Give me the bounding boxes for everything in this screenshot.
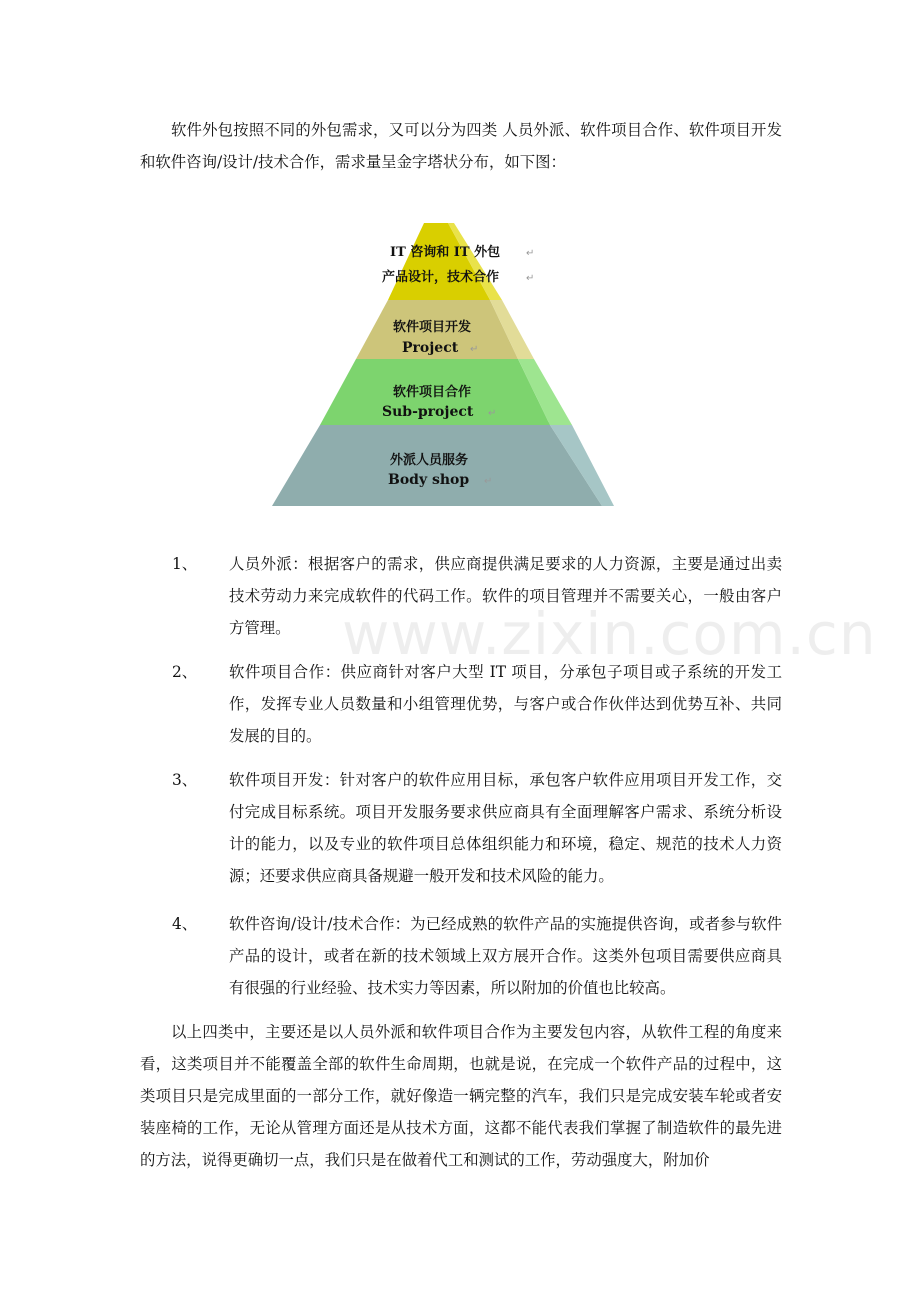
pyramid-diagram (272, 218, 617, 513)
list-text: 软件项目开发：针对客户的软件应用目标，承包客户软件应用项目开发工作，交付完成目标系统。项目开发服务要求供应商具有全面理解客户需求、系统分析设计的能力，以及专业的软件项目总体组织能力和环境，稳定、规范的技术人力资源；还要求供应商具备规避一般开发和技术风险的能力。 (229, 771, 782, 885)
list-number: 3、 (172, 771, 198, 789)
pyramid-top-line1: IT 咨询和 IT 外包 (390, 245, 501, 260)
para-mark-icon: ↵ (470, 344, 479, 355)
list-number: 1、 (172, 555, 198, 573)
pyramid-level2-line1: 软件项目开发 (393, 320, 472, 335)
pyramid-level2-line2: Project (402, 340, 459, 356)
para-mark-icon: ↵ (488, 408, 497, 419)
watermark: www.zixin.com.cn (342, 600, 877, 668)
closing-paragraph: 以上四类中，主要还是以人员外派和软件项目合作为主要发包内容，从软件工程的角度来看，这类项目并不能覆盖全部的软件生命周期，也就是说，在完成一个软件产品的过程中，这类项目只是完成里面的一部分工作，就好像造一辆完整的汽车，我们只是完成安装车轮或者安装座椅的工作，无论从管理方面还是从技术方面，这都不能代表我们掌握了制造软件的最先进的方法，说得更确切一点，我们只是在做着代工和测试的工作，劳动强度大，附加价 (140, 1023, 782, 1169)
pyramid-top-line2: 产品设计，技术合作 (382, 270, 500, 285)
list-text: 人员外派：根据客户的需求，供应商提供满足要求的人力资源，主要是通过出卖技术劳动力来完成软件的代码工作。软件的项目管理并不需要关心，一般由客户方管理。 (229, 555, 782, 637)
list-number: 4、 (172, 915, 198, 933)
para-mark-icon: ↵ (484, 476, 493, 487)
para-mark-icon: ↵ (526, 248, 535, 259)
intro-paragraph: 软件外包按照不同的外包需求，又可以分为四类 人员外派、软件项目合作、软件项目开发和软件咨询/设计/技术合作，需求量呈金字塔状分布，如下图： (140, 121, 782, 171)
list-number: 2、 (172, 663, 198, 681)
pyramid-base-line2: Body shop (388, 472, 470, 488)
pyramid-level3-line1: 软件项目合作 (393, 385, 472, 400)
pyramid-level3-line2: Sub-project (382, 404, 474, 420)
para-mark-icon: ↵ (526, 273, 535, 284)
list-text: 软件咨询/设计/技术合作：为已经成熟的软件产品的实施提供咨询，或者参与软件产品的设计，或者在新的技术领域上双方展开合作。这类外包项目需要供应商具有很强的行业经验、技术实力等因素，所以附加的价值也比较高。 (229, 915, 782, 997)
list-text: 软件项目合作：供应商针对客户大型 IT 项目，分承包子项目或子系统的开发工作，发挥专业人员数量和小组管理优势，与客户或合作伙伴达到优势互补、共同发展的目的。 (229, 663, 782, 745)
pyramid-base-line1: 外派人员服务 (390, 453, 469, 468)
